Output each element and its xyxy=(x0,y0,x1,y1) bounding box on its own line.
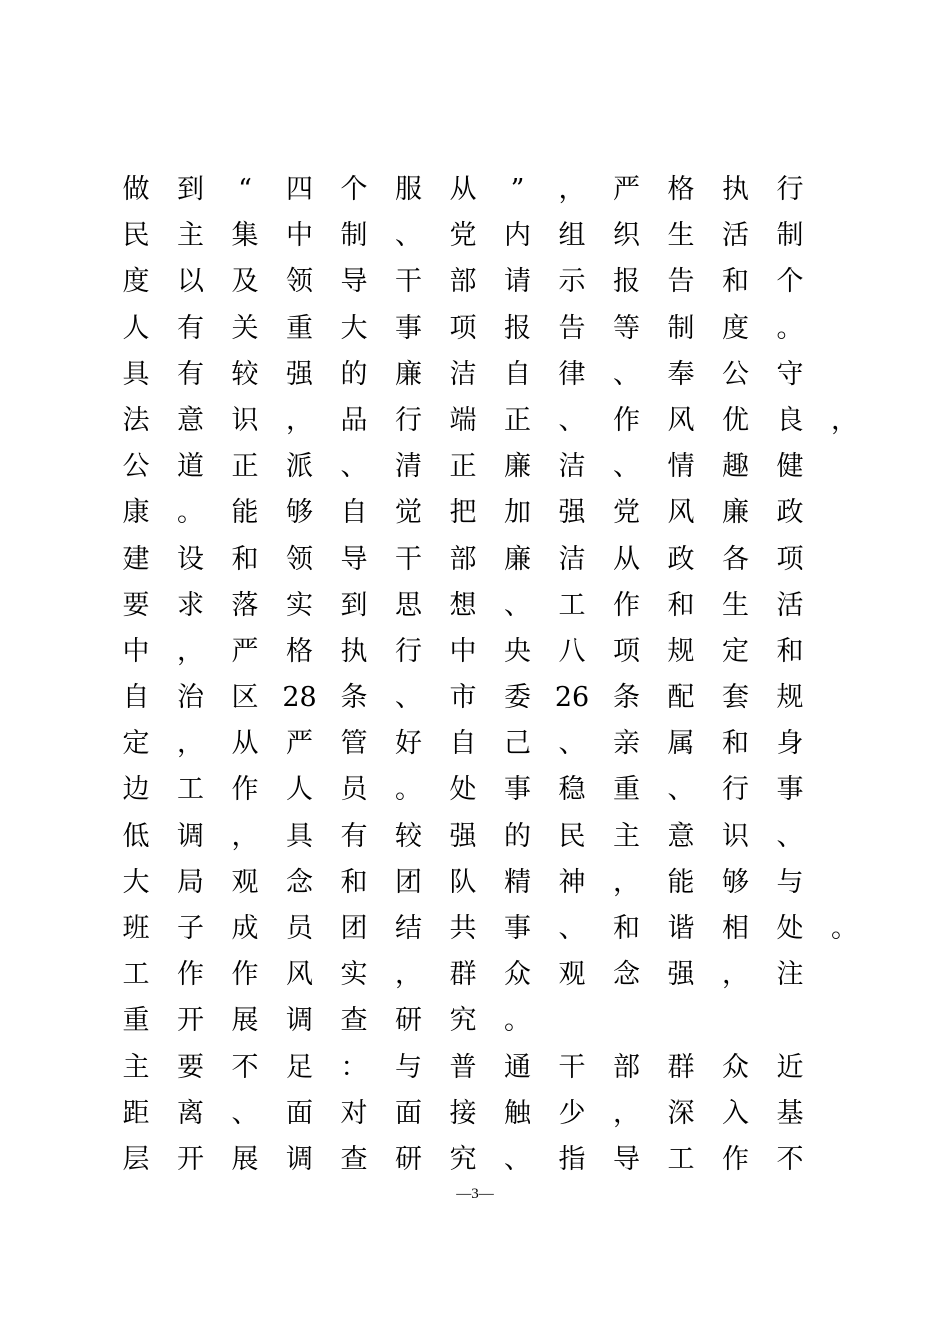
text-line: 低 调 ， 具 有 较 强 的 民 主 意 识 、 xyxy=(122,820,804,852)
body-text xyxy=(110,167,870,1183)
text-line: 具 有 较 强 的 廉 洁 自 律 、 奉 公 守 xyxy=(122,358,804,390)
text-line: 人 有 关 重 大 事 项 报 告 等 制 度 。 xyxy=(122,312,804,344)
text-line: 做 到 “ 四 个 服 从 ” ， 严 格 执 行 xyxy=(122,174,804,205)
text-line: 定 ， 从 严 管 好 自 己 、 亲 属 和 身 xyxy=(122,728,804,760)
text-line: 法 意 识 ， 品 行 端 正 、 作 风 优 良 ， xyxy=(122,404,858,436)
text-line: 公 道 正 派 、 清 正 廉 洁 、 情 趣 健 xyxy=(122,451,804,483)
text-line: 民 主 集 中 制 、 党 内 组 织 生 活 制 xyxy=(122,220,804,252)
text-line: 中 ， 严 格 执 行 中 央 八 项 规 定 和 xyxy=(122,635,804,667)
page-number: —3— xyxy=(456,1186,494,1202)
text-line: 工 作 作 风 实 ， 群 众 观 念 强 ， 注 xyxy=(122,959,804,991)
text-line: 度 以 及 领 导 干 部 请 示 报 告 和 个 xyxy=(122,266,804,298)
text-line: 建 设 和 领 导 干 部 廉 洁 从 政 各 项 xyxy=(122,543,804,575)
text-line: 自 治 区 28 条 、 市 委 26 条 配 套 规 xyxy=(122,682,804,714)
text-line: 距 离 、 面 对 面 接 触 少 ， 深 入 基 xyxy=(122,1097,804,1129)
text-line: 康 。 能 够 自 觉 把 加 强 党 风 廉 政 xyxy=(122,497,804,529)
text-line: 大 局 观 念 和 团 队 精 神 ， 能 够 与 xyxy=(122,866,804,898)
text-line: 要 求 落 实 到 思 想 、 工 作 和 生 活 xyxy=(122,589,804,621)
text-line: 主 要 不 足 ： 与 普 通 干 部 群 众 近 xyxy=(122,1051,804,1083)
text-line: 班 子 成 员 团 结 共 事 、 和 谐 相 处 。 xyxy=(122,913,858,944)
text-line: 层 开 展 调 查 研 究 、 指 导 工 作 不 xyxy=(122,1143,804,1175)
text-line: 重 开 展 调 查 研 究 。 xyxy=(122,1005,531,1037)
text-line: 边 工 作 人 员 。 处 事 稳 重 、 行 事 xyxy=(122,774,804,806)
